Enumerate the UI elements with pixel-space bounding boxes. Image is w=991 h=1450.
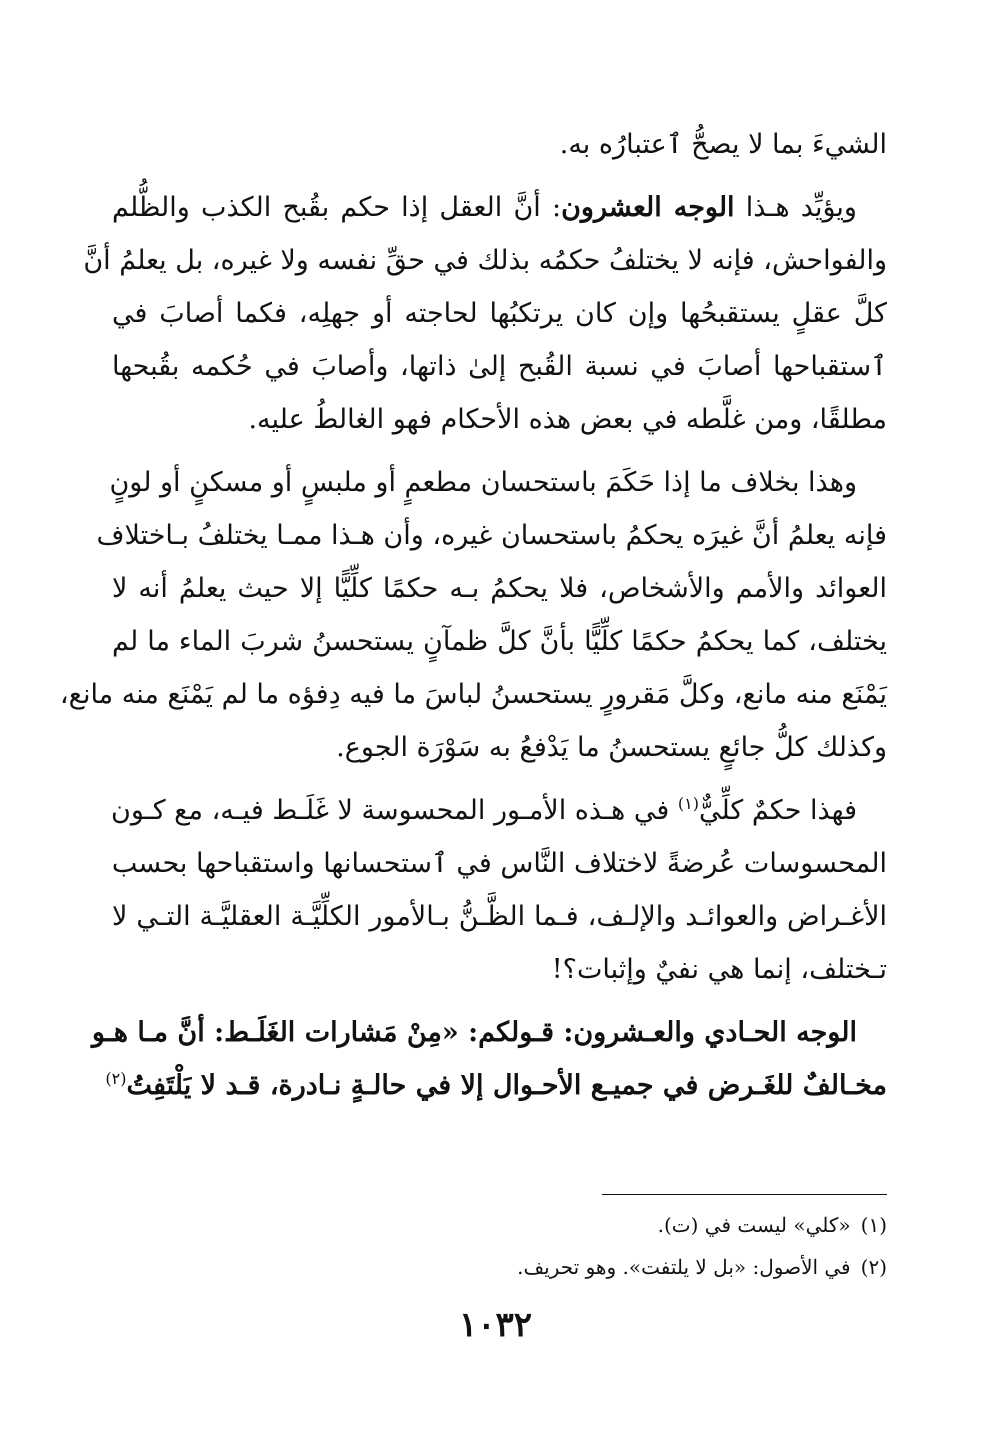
text-line (112, 181, 887, 234)
section-heading: الوجه العشرون (561, 192, 735, 223)
text-segment: في هـذه الأمـور المحسوسة لا غَلَـط فيـه، مع كـون (111, 795, 678, 826)
paragraph-2 (83, 181, 887, 446)
text-segment: : أنَّ العقل إذا حكم بقُبح الكذب والظُّلم (112, 192, 562, 223)
text-line: يختلف، كما يحكمُ حكمًا كلِّيًّا بأنَّ كلَّ ظمآنٍ يستحسنُ شربَ الماء ما لم (112, 626, 887, 657)
footnote-item (112, 1246, 887, 1288)
text-segment: ويؤيِّد هـذا (734, 192, 857, 223)
text-line: فإنه يعلمُ أنَّ غيرَه يحكمُ باستحسان غيره، وأن هـذا ممـا يختلفُ بـاختلاف (96, 520, 887, 551)
text-line: وهذا بخلاف ما إذا حَكَمَ باستحسان مطعمٍ أو ملبسٍ أو مسكنٍ أو لونٍ (109, 467, 857, 498)
text-line (112, 784, 887, 837)
text-line: مطلقًا، ومن غلَّطه في بعض هذه الأحكام فهو الغالطُ عليه. (248, 404, 887, 435)
paragraph-3 (59, 456, 887, 774)
paragraph-5 (91, 1006, 887, 1112)
section-heading: الوجه الحـادي والعـشرون: قـولكم: «مِنْ مَشارات الغَلَـط: أنَّ مـا هـو (91, 1017, 857, 1048)
text-line: كلَّ عقلٍ يستقبحُها وإن كان يرتكبُها لحاجته أو جهلِه، فكما أصابَ في (112, 298, 887, 329)
main-text (59, 118, 887, 1122)
page-number: ١٠٣٢ (458, 1305, 533, 1345)
footnote-number: (١) (860, 1213, 887, 1237)
footnote-marker: (٢) (105, 1069, 127, 1088)
footnote-divider (602, 1194, 887, 1195)
text-line: وكذلك كلُّ جائعٍ يستحسنُ ما يَدْفعُ به سَوْرَة الجوع. (336, 732, 887, 763)
text-segment: فهذا حكمٌ كلِّيٌّ (698, 795, 857, 826)
text-line: والفواحش، فإنه لا يختلفُ حكمُه بذلك في حقِّ نفسه ولا غيره، بل يعلمُ أنَّ (83, 245, 887, 276)
footnote-item (112, 1204, 887, 1246)
text-line: تـختلف، إنما هي نفيٌ وإثبات؟! (551, 954, 887, 985)
paragraph-1 (112, 118, 887, 171)
footnote-text: «كلي» ليست في (ت). (657, 1213, 851, 1237)
text-line: يَمْنَع منه مانع، وكلَّ مَقرورٍ يستحسنُ لباسَ ما فيه دِفؤه ما لم يَمْنَع منه مانع، (59, 679, 887, 710)
footnote-marker: (١) (677, 794, 699, 813)
paragraph-4 (112, 784, 887, 996)
bold-text: مخـالفٌ للغَـرض في جميـع الأحـوال إلا في حالـةٍ نـادرة، قـد لا يَلْتَفِتُ (126, 1070, 887, 1101)
text-line: الأغـراض والعوائـد والإلـف، فـما الظَّـنُّ بـالأمور الكلِّيَّـة العقليَّـة التـي لا (112, 901, 887, 932)
text-line: المحسوسات عُرضةً لاختلاف النَّاس في ٱستحسانها واستقباحها بحسب (111, 848, 887, 879)
footnotes (112, 1204, 887, 1288)
text-line: الشيءَ بما لا يصحُّ ٱعتبارُه به. (559, 129, 887, 160)
text-line (105, 1059, 887, 1112)
text-line: ٱستقباحها أصابَ في نسبة القُبح إلىٰ ذاتها، وأصابَ في حُكمه بقُبحها (112, 351, 887, 382)
text-line: العوائد والأمم والأشخاص، فلا يحكمُ بـه حكمًا كلِّيًّا إلا حيث يعلمُ أنه لا (112, 573, 887, 604)
footnote-number: (٢) (860, 1255, 887, 1279)
footnote-text: في الأصول: «بل لا يلتفت». وهو تحريف. (517, 1255, 851, 1279)
text-line (91, 1006, 887, 1059)
